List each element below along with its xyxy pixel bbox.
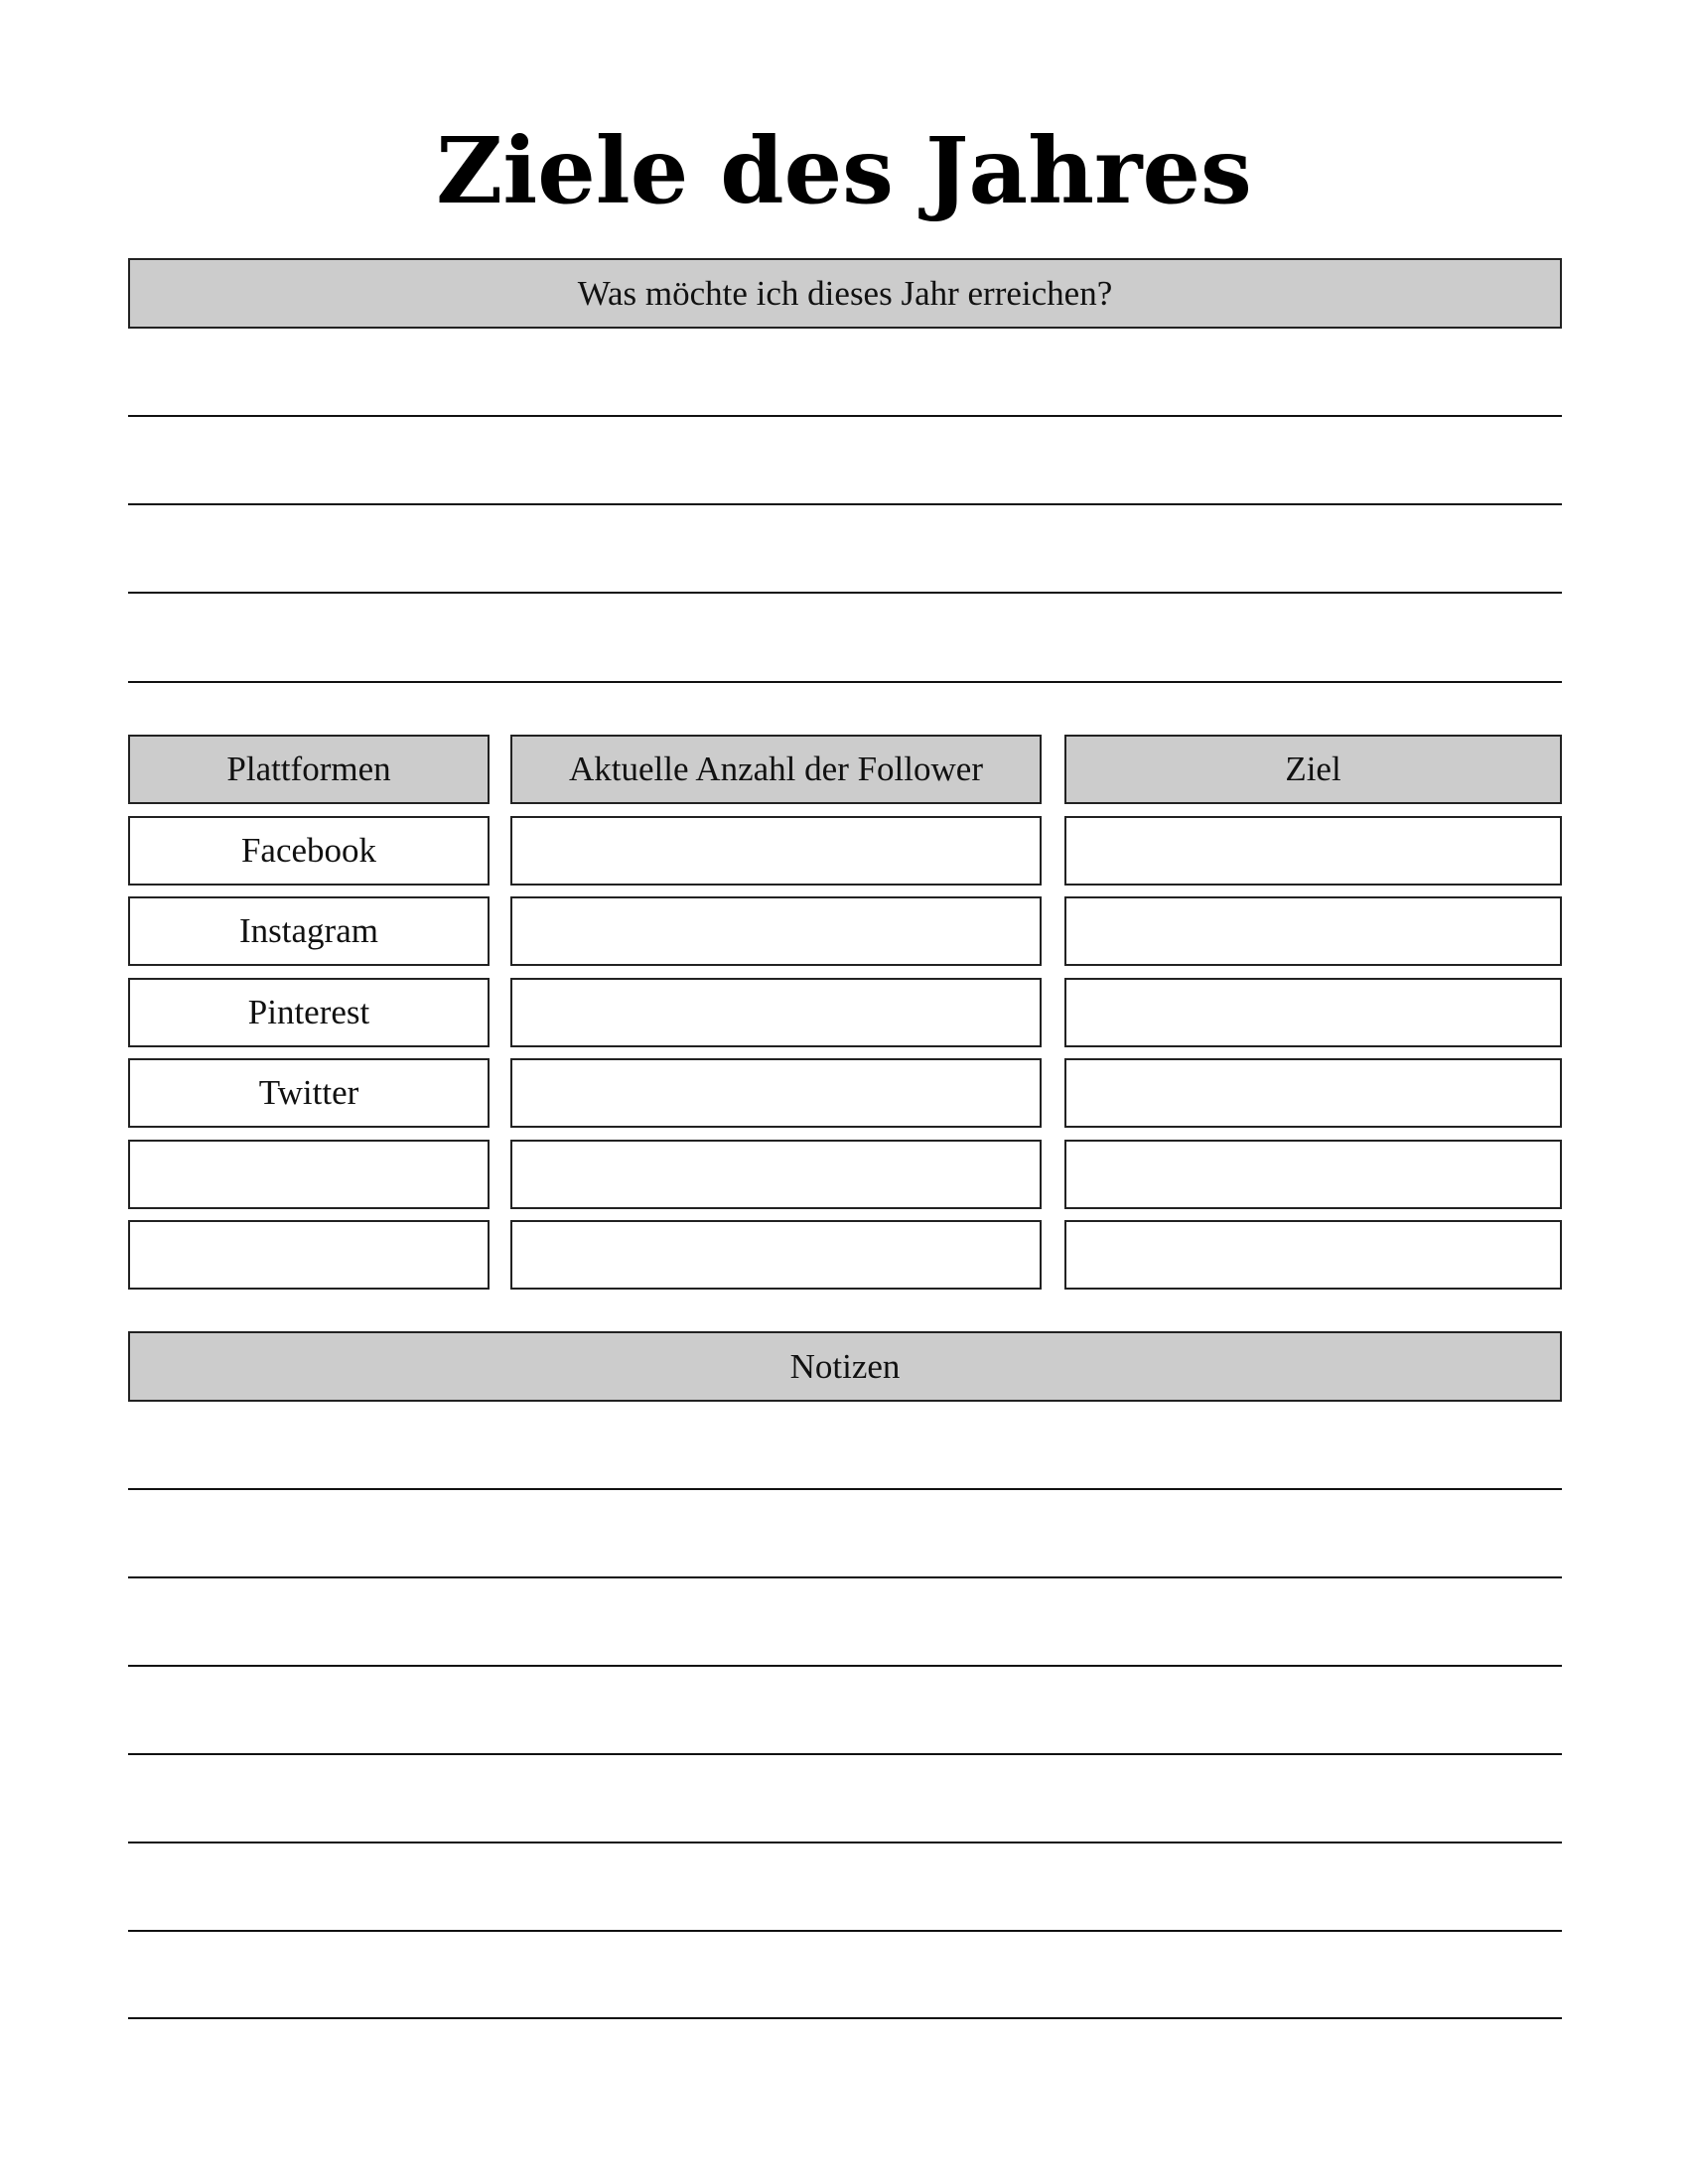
current-followers-cell[interactable] — [510, 978, 1042, 1047]
notes-line[interactable] — [128, 1488, 1562, 1490]
notes-header: Notizen — [128, 1331, 1562, 1402]
column-header-goal: Ziel — [1064, 735, 1562, 804]
current-followers-cell[interactable] — [510, 896, 1042, 966]
goals-line[interactable] — [128, 503, 1562, 505]
column-header-current-followers: Aktuelle Anzahl der Follower — [510, 735, 1042, 804]
goals-line[interactable] — [128, 415, 1562, 417]
goals-header: Was möchte ich dieses Jahr erreichen? — [128, 258, 1562, 329]
notes-line[interactable] — [128, 1576, 1562, 1578]
goal-cell[interactable] — [1064, 1058, 1562, 1128]
goal-cell[interactable] — [1064, 816, 1562, 886]
goal-cell[interactable] — [1064, 1220, 1562, 1290]
goal-cell[interactable] — [1064, 1140, 1562, 1209]
goal-cell[interactable] — [1064, 896, 1562, 966]
notes-line[interactable] — [128, 1665, 1562, 1667]
goal-cell[interactable] — [1064, 978, 1562, 1047]
current-followers-cell[interactable] — [510, 1220, 1042, 1290]
platform-cell[interactable]: Pinterest — [128, 978, 490, 1047]
notes-line[interactable] — [128, 1930, 1562, 1932]
goals-line[interactable] — [128, 592, 1562, 594]
current-followers-cell[interactable] — [510, 1058, 1042, 1128]
notes-line[interactable] — [128, 2017, 1562, 2019]
page-title: Ziele des Jahres — [436, 117, 1252, 224]
platform-cell[interactable]: Twitter — [128, 1058, 490, 1128]
goals-line[interactable] — [128, 681, 1562, 683]
platform-cell[interactable]: Instagram — [128, 896, 490, 966]
notes-line[interactable] — [128, 1842, 1562, 1843]
current-followers-cell[interactable] — [510, 816, 1042, 886]
notes-line[interactable] — [128, 1753, 1562, 1755]
platform-cell[interactable] — [128, 1220, 490, 1290]
platform-cell[interactable] — [128, 1140, 490, 1209]
current-followers-cell[interactable] — [510, 1140, 1042, 1209]
column-header-platforms: Plattformen — [128, 735, 490, 804]
platform-cell[interactable]: Facebook — [128, 816, 490, 886]
